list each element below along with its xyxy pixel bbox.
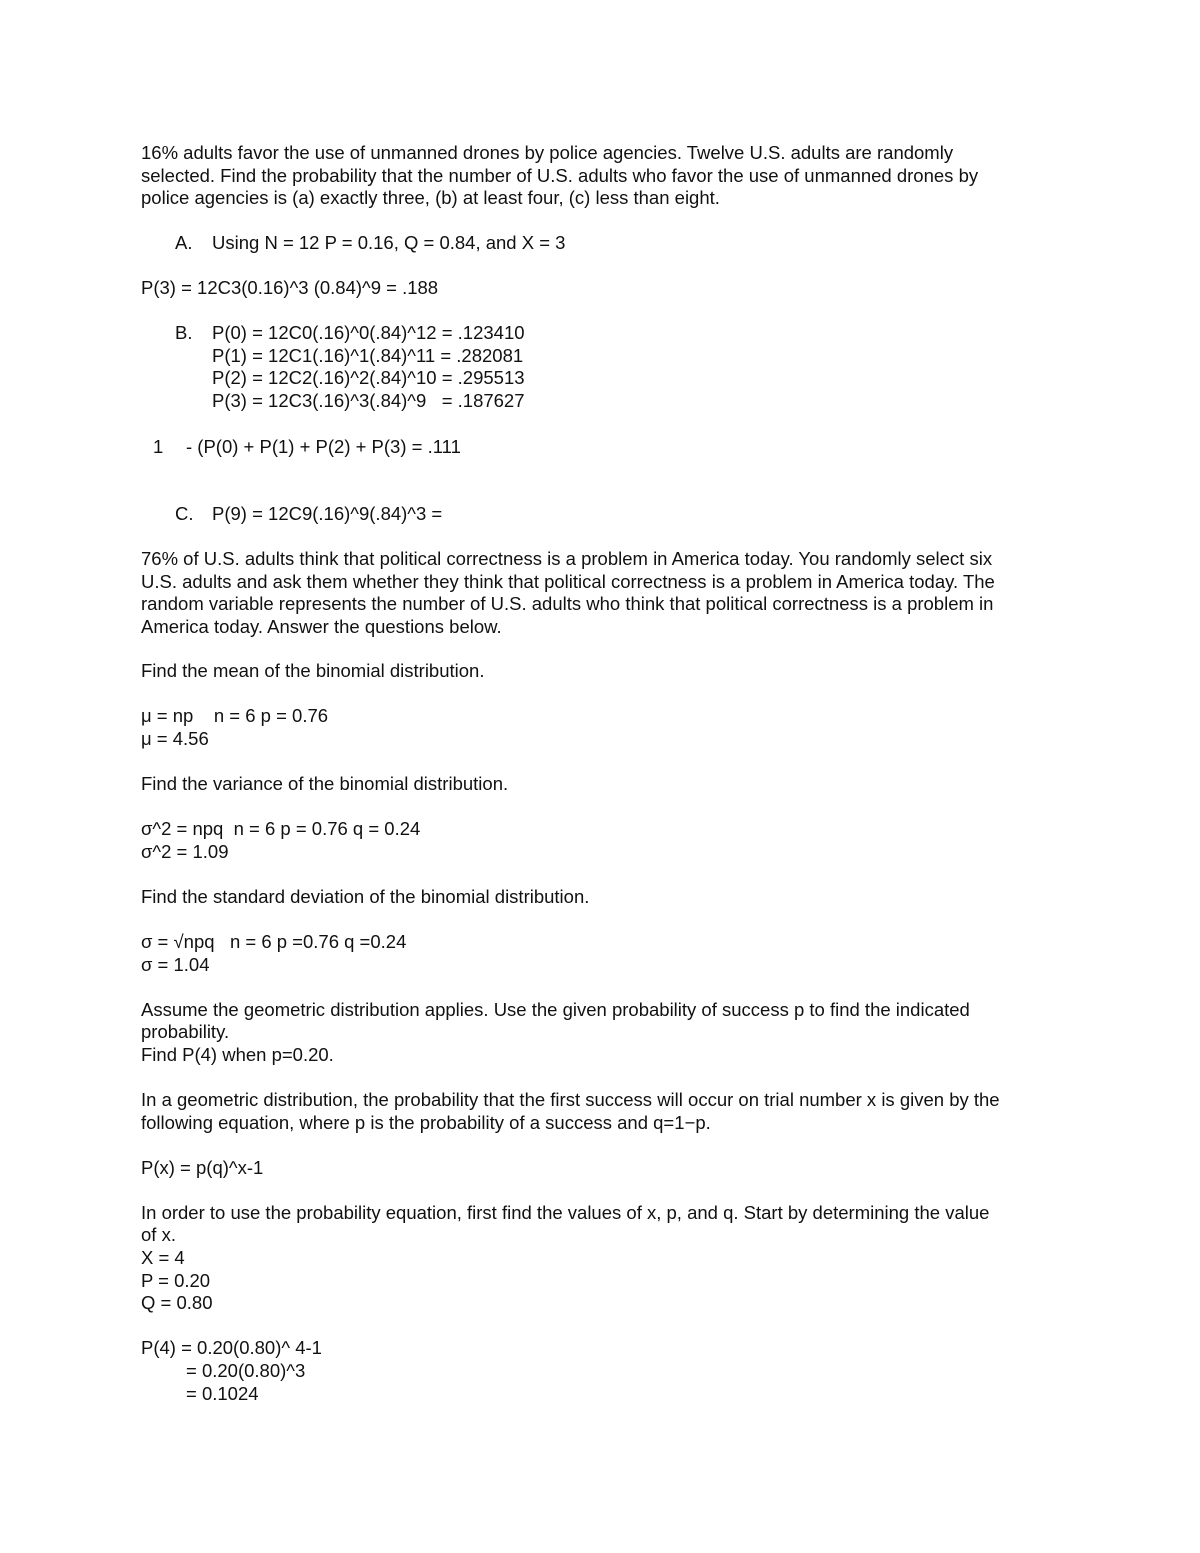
values-intro-line: of x. (141, 1224, 176, 1245)
geometric-equation: P(x) = p(q)^x-1 (141, 1157, 264, 1178)
complement-number: 1 (153, 436, 164, 457)
geometric-explanation-line: In a geometric distribution, the probability that the first success will occur on trial number x is given by the (141, 1089, 1000, 1110)
problem2-intro-line: 76% of U.S. adults think that political correctness is a problem in America today. You randomly select six (141, 548, 993, 569)
value-p: P = 0.20 (141, 1270, 211, 1291)
geometric-explanation-line: following equation, where p is the probability of a success and q=1−p. (141, 1112, 711, 1133)
problem1-intro-line: selected. Find the probability that the number of U.S. adults who favor the use of unmanned drones by (141, 165, 979, 186)
complement-text: - (P(0) + P(1) + P(2) + P(3) = .111 (186, 436, 461, 457)
part-a-marker: A. (175, 232, 193, 253)
part-c-text: P(9) = 12C9(.16)^9(.84)^3 = (212, 503, 443, 524)
problem3-intro-line: Assume the geometric distribution applies. Use the given probability of success p to find the indicated (141, 999, 970, 1020)
std-dev-formula: σ = √npq n = 6 p =0.76 q =0.24 (141, 931, 407, 952)
part-b-line: P(1) = 12C1(.16)^1(.84)^11 = .282081 (212, 345, 524, 366)
problem3-intro-line: Find P(4) when p=0.20. (141, 1044, 334, 1065)
part-b-line: P(0) = 12C0(.16)^0(.84)^12 = .123410 (212, 322, 525, 343)
part-c-marker: C. (175, 503, 194, 524)
problem2-intro-line: random variable represents the number of U.S. adults who think that political correctness is a problem in (141, 593, 994, 614)
problem3-intro-line: probability. (141, 1021, 230, 1042)
solution-first-line: P(4) = 0.20(0.80)^ 4-1 (141, 1337, 322, 1358)
part-b-line: P(3) = 12C3(.16)^3(.84)^9 = .187627 (212, 390, 525, 411)
part-b-line: P(2) = 12C2(.16)^2(.84)^10 = .295513 (212, 367, 525, 388)
std-dev-question: Find the standard deviation of the binomial distribution. (141, 886, 590, 907)
mean-question: Find the mean of the binomial distribution. (141, 660, 485, 681)
mean-answer: μ = 4.56 (141, 728, 209, 749)
values-intro-line: In order to use the probability equation, first find the values of x, p, and q. Start by determining the value (141, 1202, 990, 1223)
variance-answer: σ^2 = 1.09 (141, 841, 229, 862)
solution-step: = 0.1024 (186, 1383, 259, 1404)
problem1-intro-line: police agencies is (a) exactly three, (b) at least four, (c) less than eight. (141, 187, 720, 208)
value-x: X = 4 (141, 1247, 185, 1268)
part-b-marker: B. (175, 322, 193, 343)
problem1-intro-line: 16% adults favor the use of unmanned drones by police agencies. Twelve U.S. adults are randomly (141, 142, 954, 163)
problem2-intro-line: America today. Answer the questions below. (141, 616, 502, 637)
value-q: Q = 0.80 (141, 1292, 213, 1313)
solution-step: = 0.20(0.80)^3 (186, 1360, 306, 1381)
part-a-text: Using N = 12 P = 0.16, Q = 0.84, and X = 3 (212, 232, 566, 253)
problem2-intro-line: U.S. adults and ask them whether they think that political correctness is a problem in America today. The (141, 571, 995, 592)
variance-formula: σ^2 = npq n = 6 p = 0.76 q = 0.24 (141, 818, 421, 839)
variance-question: Find the variance of the binomial distribution. (141, 773, 509, 794)
part-a-result: P(3) = 12C3(0.16)^3 (0.84)^9 = .188 (141, 277, 439, 298)
mean-formula: μ = np n = 6 p = 0.76 (141, 705, 329, 726)
std-dev-answer: σ = 1.04 (141, 954, 210, 975)
